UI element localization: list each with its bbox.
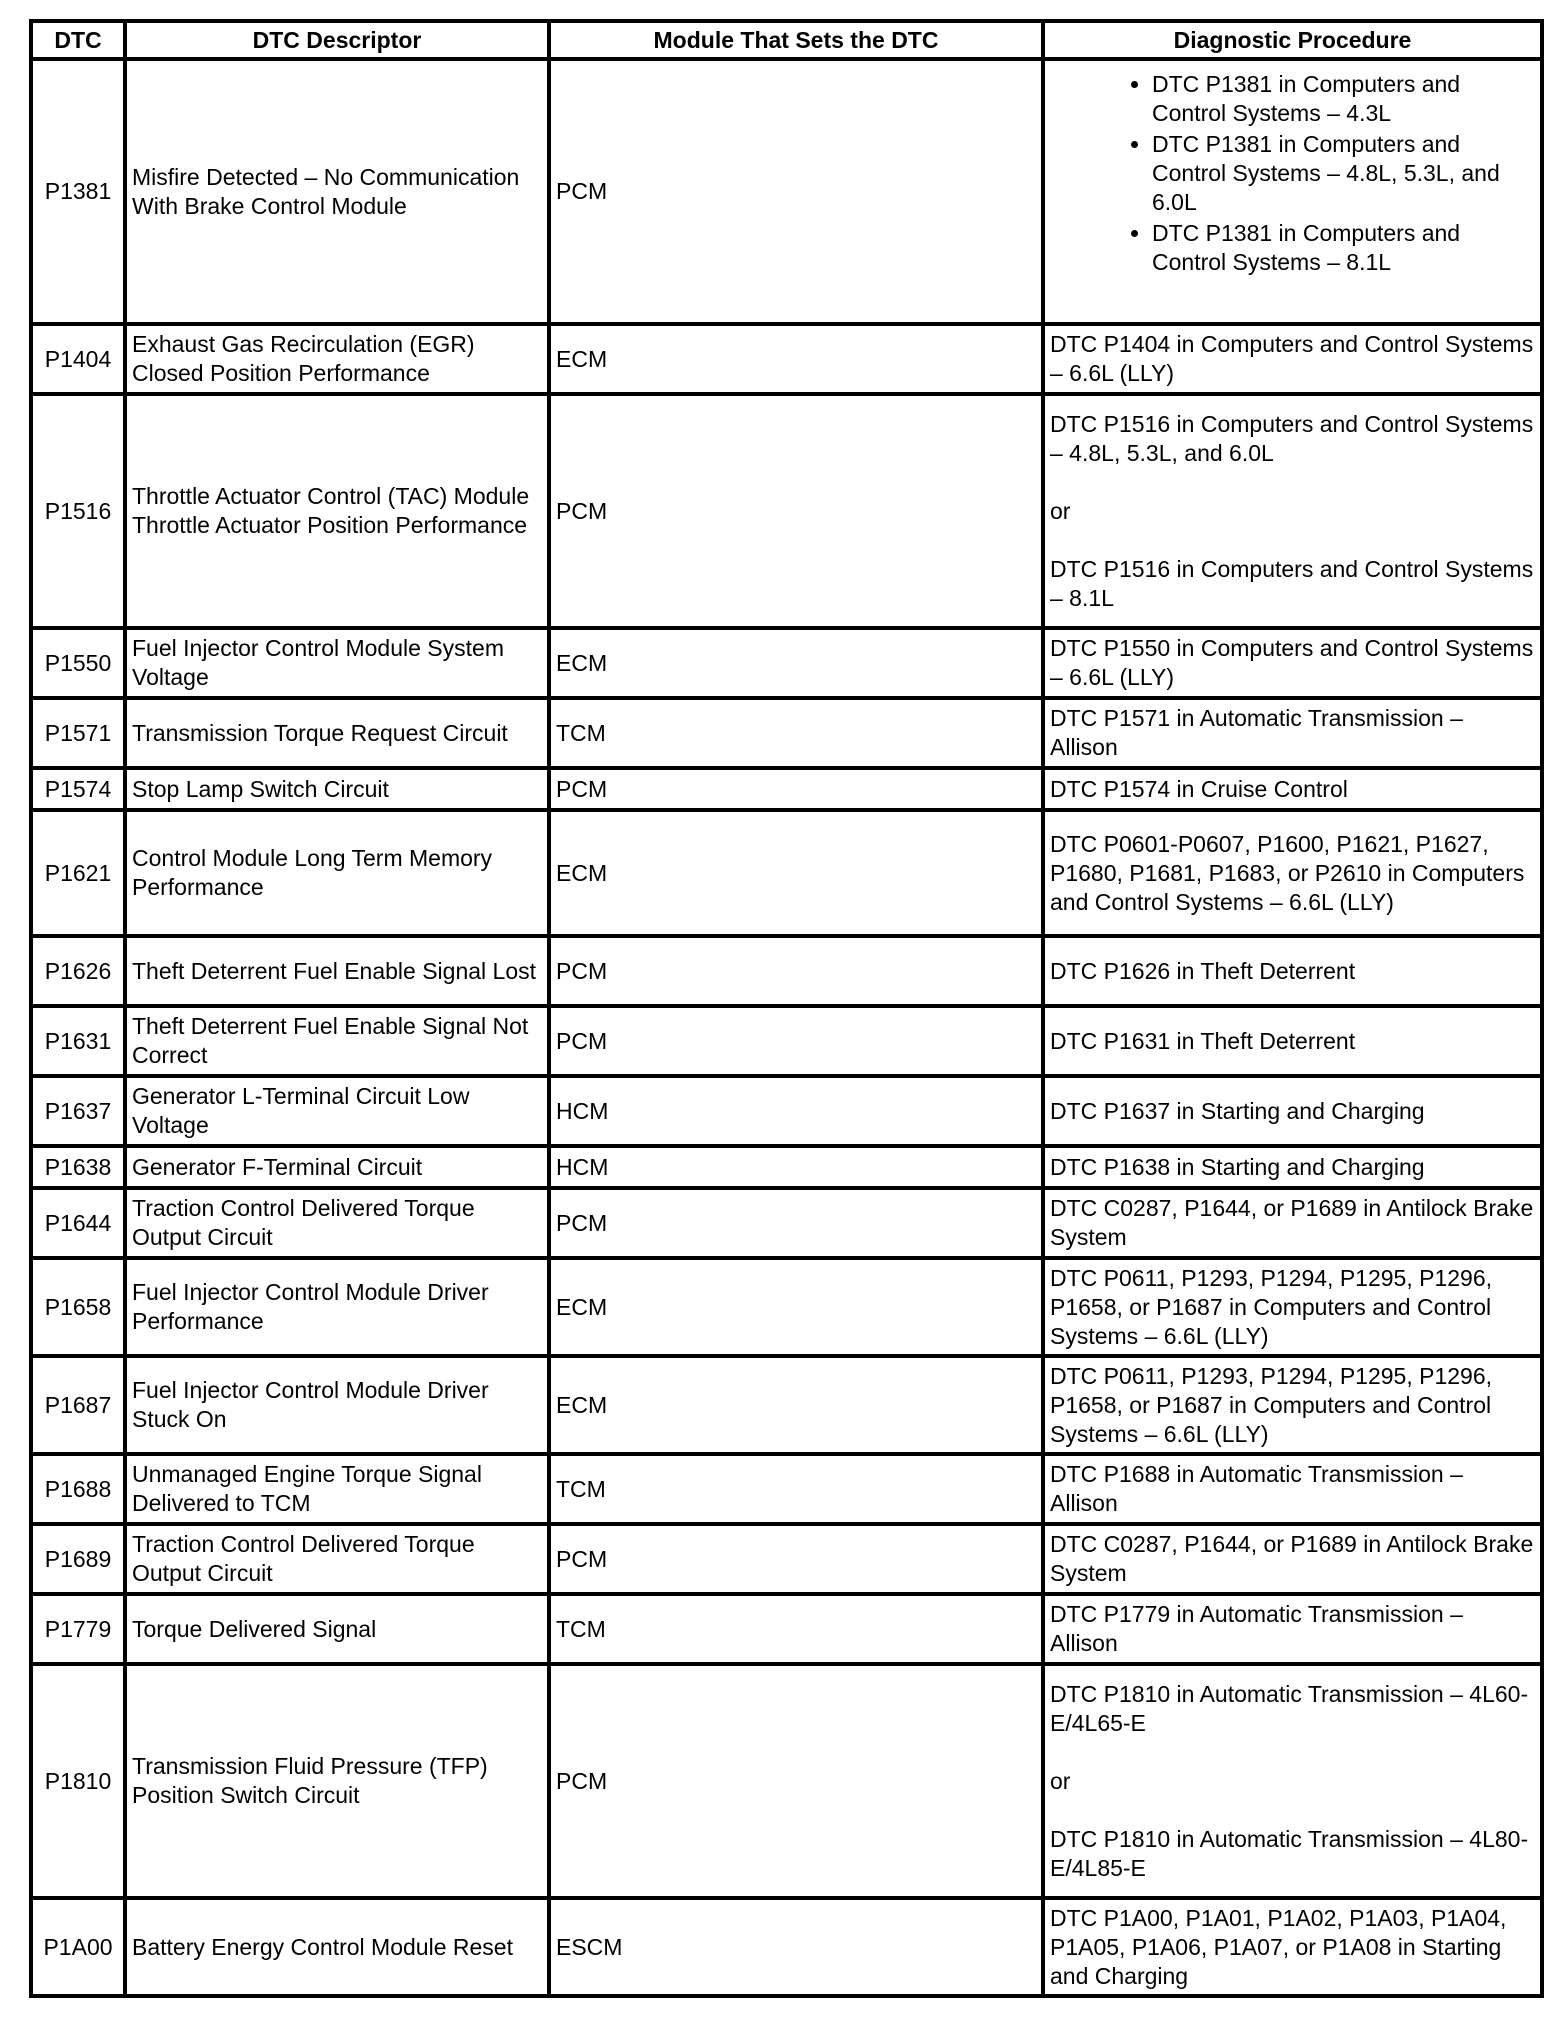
dtc-code: P1658: [31, 1258, 125, 1356]
header-descriptor: DTC Descriptor: [125, 21, 549, 59]
procedure-cell: DTC P1A00, P1A01, P1A02, P1A03, P1A04, P1A05, P1A06, P1A07, or P1A08 in Starting and Charging: [1043, 1898, 1542, 1996]
dtc-descriptor: Generator F-Terminal Circuit: [125, 1146, 549, 1188]
dtc-code: P1404: [31, 324, 125, 394]
dtc-descriptor: Misfire Detected – No Communication With Brake Control Module: [125, 59, 549, 324]
module-cell: TCM: [549, 1454, 1043, 1524]
module-cell: ESCM: [549, 1898, 1043, 1996]
dtc-code: P1626: [31, 936, 125, 1006]
dtc-descriptor: Generator L-Terminal Circuit Low Voltage: [125, 1076, 549, 1146]
procedure-or: or: [1050, 497, 1071, 524]
procedure-cell: DTC C0287, P1644, or P1689 in Antilock Brake System: [1043, 1188, 1542, 1258]
dtc-code: P1381: [31, 59, 125, 324]
procedure-option-b: DTC P1516 in Computers and Control Systems – 8.1L: [1050, 555, 1534, 611]
procedure-cell: DTC P1404 in Computers and Control Systems – 6.6L (LLY): [1043, 324, 1542, 394]
dtc-descriptor: Torque Delivered Signal: [125, 1594, 549, 1664]
table-row: [31, 394, 1542, 628]
table-row: [31, 1594, 1542, 1664]
procedure-cell: [1043, 59, 1542, 324]
dtc-code: P1A00: [31, 1898, 125, 1996]
table-row: [31, 59, 1542, 324]
dtc-code: P1688: [31, 1454, 125, 1524]
table-row: [31, 1356, 1542, 1454]
module-cell: PCM: [549, 394, 1043, 628]
module-cell: TCM: [549, 698, 1043, 768]
procedure-cell: DTC P1688 in Automatic Transmission – Allison: [1043, 1454, 1542, 1524]
table-row: [31, 1454, 1542, 1524]
procedure-cell: DTC P1550 in Computers and Control Systems – 6.6L (LLY): [1043, 628, 1542, 698]
procedure-cell: DTC P1779 in Automatic Transmission – Allison: [1043, 1594, 1542, 1664]
table-row: [31, 936, 1542, 1006]
module-cell: ECM: [549, 1258, 1043, 1356]
procedure-cell: DTC P1626 in Theft Deterrent: [1043, 936, 1542, 1006]
procedure-cell: DTC P0611, P1293, P1294, P1295, P1296, P1658, or P1687 in Computers and Control Systems – 6.6L (LLY): [1043, 1356, 1542, 1454]
dtc-code: P1687: [31, 1356, 125, 1454]
header-module: Module That Sets the DTC: [549, 21, 1043, 59]
table-row: [31, 810, 1542, 936]
module-cell: TCM: [549, 1594, 1043, 1664]
module-cell: HCM: [549, 1076, 1043, 1146]
table-row: [31, 768, 1542, 810]
procedure-cell: DTC P0611, P1293, P1294, P1295, P1296, P1658, or P1687 in Computers and Control Systems – 6.6L (LLY): [1043, 1258, 1542, 1356]
procedure-list: [1050, 70, 1535, 277]
table-row: [31, 1524, 1542, 1594]
dtc-descriptor: Theft Deterrent Fuel Enable Signal Not Correct: [125, 1006, 549, 1076]
table-row: [31, 1258, 1542, 1356]
procedure-cell: DTC C0287, P1644, or P1689 in Antilock Brake System: [1043, 1524, 1542, 1594]
module-cell: PCM: [549, 1524, 1043, 1594]
procedure-cell: DTC P1631 in Theft Deterrent: [1043, 1006, 1542, 1076]
procedure-cell: DTC P1574 in Cruise Control: [1043, 768, 1542, 810]
dtc-descriptor: Theft Deterrent Fuel Enable Signal Lost: [125, 936, 549, 1006]
dtc-descriptor: Traction Control Delivered Torque Output Circuit: [125, 1188, 549, 1258]
procedure-or: or: [1050, 1767, 1071, 1794]
table-row: [31, 1188, 1542, 1258]
module-cell: HCM: [549, 1146, 1043, 1188]
dtc-descriptor: Unmanaged Engine Torque Signal Delivered to TCM: [125, 1454, 549, 1524]
dtc-descriptor: Traction Control Delivered Torque Output Circuit: [125, 1524, 549, 1594]
procedure-cell: [1043, 1664, 1542, 1898]
module-cell: PCM: [549, 1006, 1043, 1076]
module-cell: PCM: [549, 1664, 1043, 1898]
dtc-descriptor: Battery Energy Control Module Reset: [125, 1898, 549, 1996]
dtc-code: P1644: [31, 1188, 125, 1258]
dtc-code: P1638: [31, 1146, 125, 1188]
procedure-cell: DTC P1571 in Automatic Transmission – Allison: [1043, 698, 1542, 768]
dtc-descriptor: Throttle Actuator Control (TAC) Module Throttle Actuator Position Performance: [125, 394, 549, 628]
procedure-cell: DTC P0601-P0607, P1600, P1621, P1627, P1680, P1681, P1683, or P2610 in Computers and Control Systems – 6.6L (LLY): [1043, 810, 1542, 936]
procedure-cell: [1043, 394, 1542, 628]
dtc-descriptor: Exhaust Gas Recirculation (EGR) Closed Position Performance: [125, 324, 549, 394]
table-row: [31, 1006, 1542, 1076]
module-cell: PCM: [549, 1188, 1043, 1258]
table-row: [31, 628, 1542, 698]
dtc-descriptor: Fuel Injector Control Module System Voltage: [125, 628, 549, 698]
table-row: [31, 698, 1542, 768]
procedure-option-b: DTC P1810 in Automatic Transmission – 4L80-E/4L85-E: [1050, 1825, 1529, 1881]
module-cell: PCM: [549, 768, 1043, 810]
list-item: • DTC P1381 in Computers and Control Systems – 4.8L, 5.3L, and 6.0L: [1152, 130, 1535, 217]
dtc-descriptor: Stop Lamp Switch Circuit: [125, 768, 549, 810]
procedure-cell: DTC P1637 in Starting and Charging: [1043, 1076, 1542, 1146]
module-cell: PCM: [549, 936, 1043, 1006]
dtc-code: P1810: [31, 1664, 125, 1898]
dtc-descriptor: Fuel Injector Control Module Driver Performance: [125, 1258, 549, 1356]
table-row: [31, 1146, 1542, 1188]
dtc-table: [29, 19, 1544, 1998]
module-cell: ECM: [549, 1356, 1043, 1454]
procedure-cell: DTC P1638 in Starting and Charging: [1043, 1146, 1542, 1188]
table-row: [31, 1664, 1542, 1898]
procedure-option-a: DTC P1516 in Computers and Control Systems – 4.8L, 5.3L, and 6.0L: [1050, 410, 1534, 466]
dtc-code: P1550: [31, 628, 125, 698]
dtc-code: P1637: [31, 1076, 125, 1146]
dtc-descriptor: Transmission Fluid Pressure (TFP) Position Switch Circuit: [125, 1664, 549, 1898]
procedure-option-a: DTC P1810 in Automatic Transmission – 4L60-E/4L65-E: [1050, 1680, 1529, 1736]
dtc-code: P1571: [31, 698, 125, 768]
list-item: • DTC P1381 in Computers and Control Systems – 4.3L: [1152, 70, 1535, 128]
header-row: [31, 21, 1542, 59]
dtc-code: P1689: [31, 1524, 125, 1594]
dtc-code: P1779: [31, 1594, 125, 1664]
dtc-code: P1621: [31, 810, 125, 936]
table-row: [31, 324, 1542, 394]
dtc-descriptor: Control Module Long Term Memory Performance: [125, 810, 549, 936]
header-dtc: DTC: [31, 21, 125, 59]
dtc-descriptor: Fuel Injector Control Module Driver Stuck On: [125, 1356, 549, 1454]
module-cell: PCM: [549, 59, 1043, 324]
dtc-code: P1574: [31, 768, 125, 810]
dtc-code: P1516: [31, 394, 125, 628]
module-cell: ECM: [549, 324, 1043, 394]
table-row: [31, 1898, 1542, 1996]
dtc-descriptor: Transmission Torque Request Circuit: [125, 698, 549, 768]
module-cell: ECM: [549, 810, 1043, 936]
dtc-code: P1631: [31, 1006, 125, 1076]
header-procedure: Diagnostic Procedure: [1043, 21, 1542, 59]
module-cell: ECM: [549, 628, 1043, 698]
table-row: [31, 1076, 1542, 1146]
list-item: • DTC P1381 in Computers and Control Systems – 8.1L: [1152, 219, 1535, 277]
